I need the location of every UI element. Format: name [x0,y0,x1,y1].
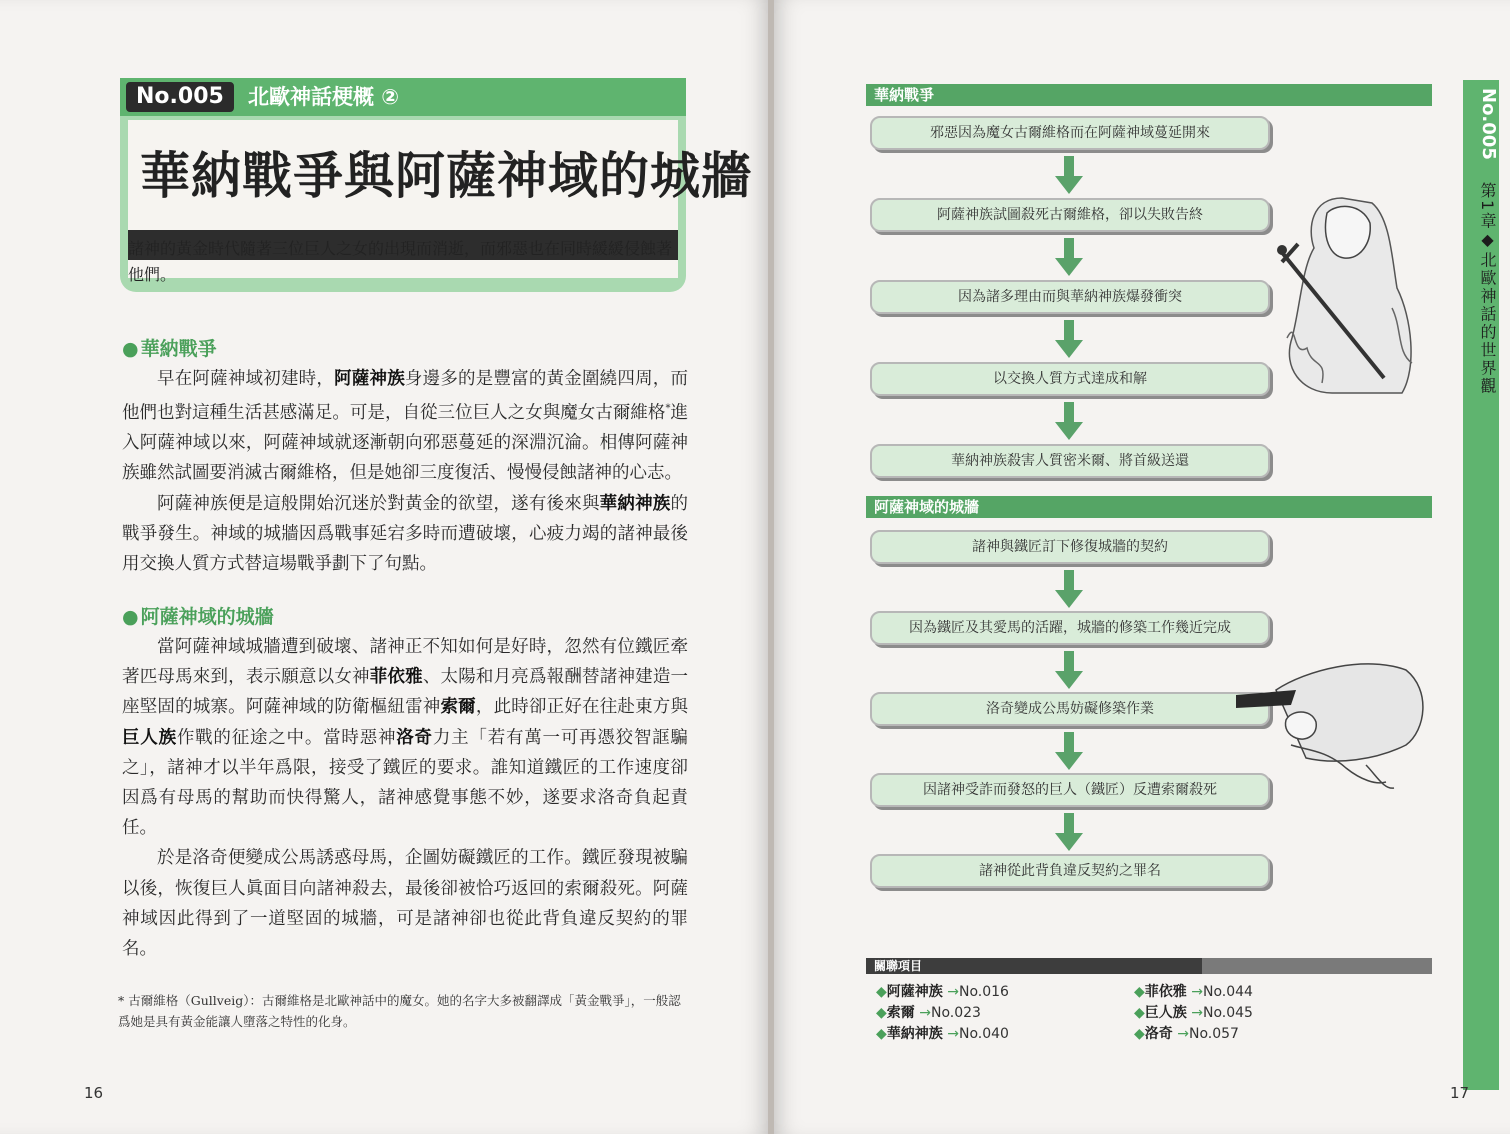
related-item-name: 巨人族 [1144,1005,1187,1021]
flow-down-arrow-icon [1055,651,1083,689]
related-item-ref: No.016 [958,984,1009,1000]
related-item[interactable] [876,1002,981,1022]
diamond-bullet-icon: ◆ [876,984,887,1000]
flow-step-box: 邪惡因為魔女古爾維格而在阿薩神域蔓延開來 [870,116,1270,150]
text-run: 身邊多的是豐富的黃金圍繞四周，而他們也對這種生活甚感滿足。可是，自從三位巨人之女與魔女古爾維格 [122,369,689,424]
paragraph [122,843,688,964]
flow-panel-title-vanir-war: 華納戰爭 [866,84,1432,106]
related-items-bar [866,958,1432,974]
related-item[interactable] [1134,981,1253,1001]
keyword: 華納神族 [599,493,671,514]
related-item-ref: No.044 [1202,984,1253,1000]
keyword: 菲依雅 [369,667,423,688]
flow-step-box: 阿薩神族試圖殺死古爾維格，卻以失敗告終 [870,198,1270,232]
section-heading-text: 華納戰爭 [140,338,217,360]
keyword: 巨人族 [122,727,177,748]
entry-number-badge: No.005 [126,82,234,112]
section-heading-vanir-war [122,334,217,361]
related-bar-accent [1202,958,1432,974]
flow-down-arrow-icon [1055,238,1083,276]
flow-step-box: 諸神從此背負違反契約之罪名 [870,854,1270,888]
flow-step-box: 華納神族殺害人質密米爾、將首級送還 [870,444,1270,478]
diamond-bullet-icon: ◆ [876,1005,887,1021]
footnote-marker: * [665,403,671,415]
fallen-figure-illustration [1236,650,1436,792]
related-item-ref: No.023 [930,1005,981,1021]
flow-down-arrow-icon [1055,570,1083,608]
related-item-ref: No.045 [1202,1005,1253,1021]
related-item[interactable] [876,981,1009,1001]
arrow-right-icon: → [942,984,959,1000]
related-item[interactable] [876,1023,1009,1043]
text-run: 阿薩神族便是這般開始沉迷於對黃金的欲望，遂有後來與 [157,493,600,514]
text-run: 作戰的征途之中。當時惡神 [176,727,397,748]
related-item-name: 菲依雅 [1144,984,1187,1000]
keyword: 洛奇 [396,727,433,748]
footnote: * 古爾維格（Gullveig）：古爾維格是北歐神話中的魔女。她的名字大多被翻譯成「黃金戰爭」，一般認爲她是具有黃金能讓人墮落之特性的化身。 [118,993,681,1029]
page-title: 華納戰爭與阿薩神域的城牆 [140,147,752,205]
text-run: 早在阿薩神域初建時， [157,369,335,389]
flow-step-box: 因諸神受詐而發怒的巨人（鐵匠）反遭索爾殺死 [870,773,1270,807]
section-heading-asgard-wall [122,602,274,629]
text-run: 當阿薩神域城牆遭到破壞、諸神正不知如何是好時，忽然有位鐵匠牽著匹母馬來到，表示願意以女神 [122,637,688,688]
flow-step-box: 因為鐵匠及其愛馬的活躍，城牆的修築工作幾近完成 [870,611,1270,645]
arrow-right-icon: → [942,1026,959,1042]
text-run: 、太陽和月亮爲報酬替諸神建造一座堅固的城寨。阿薩神域的防衛樞紐雷神 [122,667,689,718]
keyword: 阿薩神族 [334,369,405,389]
side-tab-number: No.005 [1478,88,1499,160]
arrow-right-icon: → [1186,1005,1203,1021]
related-item[interactable] [1134,1002,1253,1022]
paragraph [122,364,688,489]
flow-step-box: 以交換人質方式達成和解 [870,362,1270,396]
section-body-asgard-wall [122,632,688,964]
goddess-with-sword-illustration [1272,188,1422,398]
paragraph [122,632,688,843]
text-run: ，此時卻正好在往赴東方與 [475,697,689,718]
flow-panel-title-asgard-wall: 阿薩神域的城牆 [866,496,1432,518]
section-body-vanir-war [122,364,688,579]
flow-down-arrow-icon [1055,732,1083,770]
related-item-name: 洛奇 [1144,1026,1173,1042]
keyword: 索爾 [440,697,476,718]
related-item-ref: No.040 [958,1026,1009,1042]
flow-down-arrow-icon [1055,156,1083,194]
bullet-dot-icon: ● [122,606,139,628]
entry-subhead: 北歐神話梗概 ② [248,85,400,109]
page-number-right: 17 [1450,1084,1470,1102]
book-gutter [768,0,774,1134]
arrow-right-icon: → [1186,984,1203,1000]
flow-step-box: 因為諸多理由而與華納神族爆發衝突 [870,280,1270,314]
page-number-left: 16 [84,1084,104,1102]
related-item[interactable] [1134,1023,1239,1043]
related-item-name: 華納神族 [886,1026,943,1042]
diamond-bullet-icon: ◆ [1134,984,1145,1000]
arrow-right-icon: → [914,1005,931,1021]
text-run: 進入阿薩神域以來，阿薩神域就逐漸朝向邪惡蔓延的深淵沉淪。相傳阿薩神族雖然試圖要消滅古爾維格，但是她卻三度復活、慢慢侵蝕諸神的心志。 [122,403,688,484]
flow-down-arrow-icon [1055,320,1083,358]
lead-summary: 諸神的黃金時代隨著三位巨人之女的出現而消逝，而邪惡也在同時緩緩侵蝕著他們。 [128,239,673,284]
related-item-name: 阿薩神族 [886,984,943,1000]
related-item-ref: No.057 [1188,1026,1239,1042]
section-heading-text: 阿薩神域的城牆 [140,606,274,628]
flow-down-arrow-icon [1055,813,1083,851]
diamond-bullet-icon: ◆ [876,1026,887,1042]
paragraph [122,489,688,580]
flow-step-box: 諸神與鐵匠訂下修復城牆的契約 [870,530,1270,564]
related-item-name: 索爾 [886,1005,915,1021]
diamond-bullet-icon: ◆ [1134,1005,1145,1021]
related-items-title: 關聯項目 [874,959,923,973]
flow-down-arrow-icon [1055,402,1083,440]
flow-step-box: 洛奇變成公馬妨礙修築作業 [870,692,1270,726]
text-run: 的戰爭發生。神域的城牆因爲戰事延宕多時而遭破壞，心疲力竭的諸神最後用交換人質方式替這場戰爭劃下了句點。 [122,493,688,575]
bullet-dot-icon: ● [122,338,139,360]
diamond-bullet-icon: ◆ [1134,1026,1145,1042]
arrow-right-icon: → [1172,1026,1189,1042]
side-tab-chapter: 第1章◆北歐神話的世界觀 [1478,182,1497,396]
text-run: 力主「若有萬一可再憑狡智誆騙之」，諸神才以半年爲限，接受了鐵匠的要求。誰知道鐵匠的工作速度卻因爲有母馬的幫助而快得驚人，諸神感覺事態不妙，遂要求洛奇負起責任。 [122,727,689,839]
text-run: 於是洛奇便變成公馬誘惑母馬，企圖妨礙鐵匠的工作。鐵匠發現被騙以後，恢復巨人眞面目向諸神殺去，最後卻被恰巧返回的索爾殺死。阿薩神域因此得到了一道堅固的城牆，可是諸神卻也從此背負違反契約的罪名。 [122,848,688,960]
